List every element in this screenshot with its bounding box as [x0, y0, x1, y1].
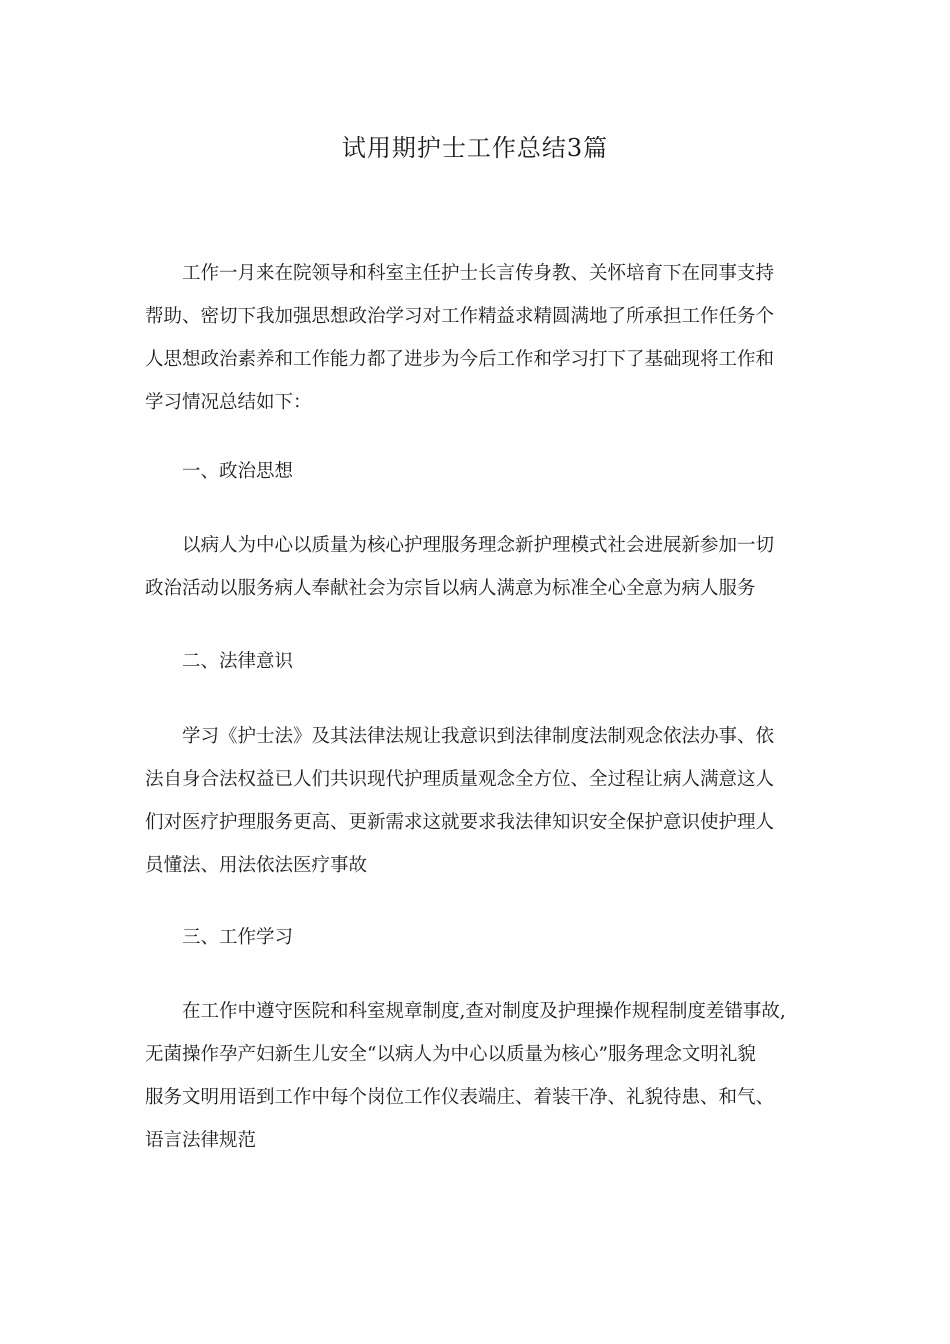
section-paragraph-work-study — [145, 990, 810, 1162]
paragraph-line: 法自身合法权益已人们共识现代护理质量观念全方位、全过程让病人满意这人 — [145, 769, 775, 790]
paragraph-line: 无菌操作孕产妇新生儿安全“以病人为中心以质量为核心”服务理念文明礼貌 — [145, 1044, 756, 1065]
section-heading-law: 二、法律意识 — [182, 651, 294, 672]
paragraph-line: 学习情况总结如下： — [145, 392, 312, 413]
section-heading-politics: 一、政治思想 — [182, 461, 294, 482]
paragraph-line: 们对医疗护理服务更高、更新需求这就要求我法律知识安全保护意识使护理人 — [145, 812, 775, 833]
paragraph-line: 人思想政治素养和工作能力都了进步为今后工作和学习打下了基础现将工作和 — [145, 349, 775, 370]
paragraph-line: 服务文明用语到工作中每个岗位工作仪表端庄、着装干净、礼貌待患、和气、 — [145, 1087, 775, 1108]
paragraph-line: 语言法律规范 — [145, 1130, 257, 1151]
paragraph-line: 政治活动以服务病人奉献社会为宗旨以病人满意为标准全心全意为病人服务 — [145, 578, 756, 599]
section-paragraph-law — [145, 715, 810, 887]
paragraph-line: 学习《护士法》及其法律法规让我意识到法律制度法制观念依法办事、依 — [182, 726, 775, 747]
paragraph-line: 员懂法、用法依法医疗事故 — [145, 855, 368, 876]
paragraph-line: 工作一月来在院领导和科室主任护士长言传身教、关怀培育下在同事支持 — [182, 263, 775, 284]
paragraph-line: 在工作中遵守医院和科室规章制度,查对制度及护理操作规程制度差错事故, — [182, 1001, 786, 1022]
document-title: 试用期护士工作总结3篇 — [341, 134, 609, 162]
intro-paragraph — [145, 252, 810, 424]
section-heading-work-study: 三、工作学习 — [182, 927, 294, 948]
paragraph-line: 以病人为中心以质量为核心护理服务理念新护理模式社会进展新参加一切 — [182, 535, 775, 556]
paragraph-line: 帮助、密切下我加强思想政治学习对工作精益求精圆满地了所承担工作任务个 — [145, 306, 775, 327]
section-paragraph-politics — [145, 524, 810, 610]
